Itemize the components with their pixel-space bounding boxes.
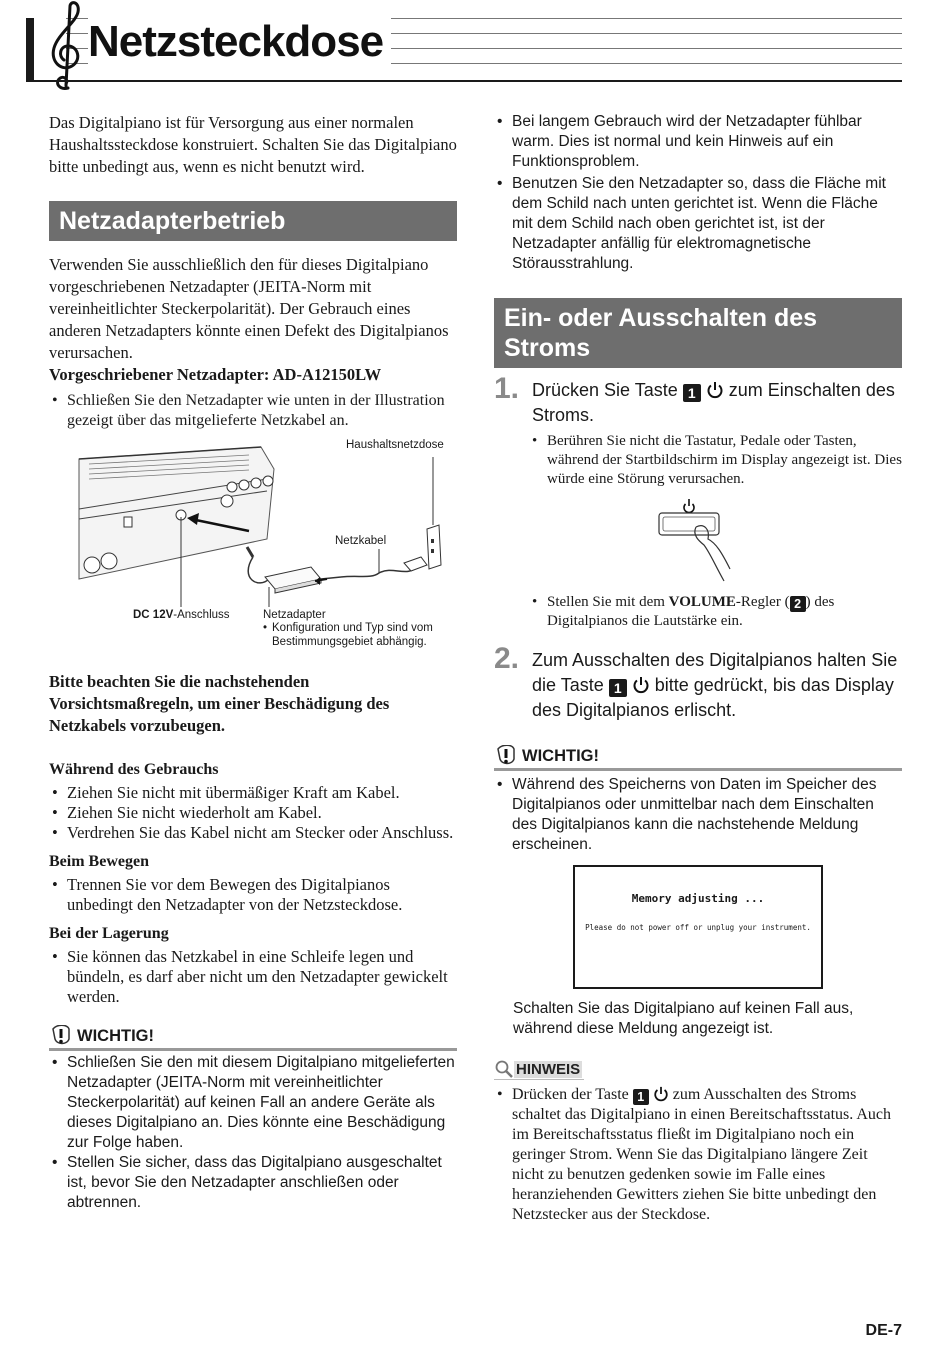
- volume-mid: -Regler (: [735, 594, 790, 610]
- step-number: 1.: [494, 372, 520, 405]
- volume-pre: Stellen Sie mit dem: [547, 594, 665, 610]
- hint-heading: [494, 1059, 584, 1080]
- hint-pre: Drücken der Taste: [512, 1086, 629, 1103]
- page-number: DE-7: [865, 1322, 902, 1339]
- page-title: Netzsteckdose: [88, 14, 391, 70]
- intro-text: Das Digitalpiano ist für Versorgung aus einer normalen Haushaltssteckdose konstruiert. Schalten Sie das Digitalpiano bitte unbedingt aus, wenn es nicht benutzt wird.: [49, 113, 457, 176]
- important-heading: [49, 1025, 457, 1051]
- list-item: • Sie können das Netzkabel in eine Schleife legen und bündeln, es darf aber nicht um den Netzadapter gewickelt werden.: [49, 947, 457, 1007]
- cable-label: Netzkabel: [335, 535, 387, 547]
- dc-jack-suffix: -Anschluss: [173, 609, 230, 621]
- power-icon: [684, 499, 694, 513]
- list-item: • Während des Speicherns von Daten im Speicher des Digitalpianos oder unmittelbar nach dem Einschalten des Digitalpianos kann die nachstehende Meldung erscheinen.: [494, 775, 902, 855]
- important-label: WICHTIG!: [77, 1026, 154, 1045]
- memory-warning-text: Schalten Sie das Digitalpiano auf keinen Fall aus, während diese Meldung angezeigt ist.: [513, 1000, 854, 1037]
- list-item: • Schließen Sie den mit diesem Digitalpiano mitgelieferten Netzadapter (JEITA-Norm mit vereinheitlichter Steckerpolarität) auf keinen Fall an andere Geräte als dieses Digitalpiano an. Dies könnte eine Beschädigung zur Folge haben.: [49, 1053, 457, 1153]
- list-item: [529, 593, 902, 631]
- power-icon: [632, 676, 650, 694]
- adapter-note: [263, 622, 453, 649]
- treble-clef-icon: [40, 0, 90, 92]
- step-text-pre: Drücken Sie Taste: [532, 380, 678, 400]
- step-1-notes: [529, 432, 902, 489]
- caution-intro: Bitte beachten Sie die nachstehenden Vorsichtsmaßregeln, um einer Beschädigung des Netzkabels vorzubeugen.: [49, 672, 390, 735]
- step-2-text: [494, 648, 902, 723]
- power-icon: [653, 1086, 669, 1102]
- subhead-storage: Bei der Lagerung: [49, 925, 169, 942]
- list-item: • Ziehen Sie nicht wiederholt am Kabel.: [49, 803, 457, 823]
- magnifier-icon: [494, 1059, 514, 1079]
- header-rule: [26, 80, 902, 82]
- hint-label: HINWEIS: [516, 1060, 581, 1078]
- step-text-post: zum Einschalten des Stroms.: [532, 380, 895, 425]
- memory-message-display: [573, 865, 823, 989]
- list-item: • Trennen Sie vor dem Bewegen des Digitalpianos unbedingt den Netzadapter von der Netzsteckdose.: [49, 875, 457, 915]
- warning-icon: [494, 745, 518, 767]
- adapter-notes-list: [494, 112, 902, 274]
- connection-illustration: [49, 439, 457, 669]
- adapter-note-text: Konfiguration und Typ sind vom Bestimmungsgebiet abhängig.: [272, 622, 433, 648]
- section-heading-adapter: Netzadapterbetrieb: [49, 201, 457, 241]
- section-heading-power: Ein- oder Ausschalten des Stroms: [494, 298, 902, 368]
- list-item: [494, 1085, 902, 1225]
- important-heading: [494, 745, 902, 771]
- right-column: [494, 112, 902, 1225]
- list-item: • Benutzen Sie den Netzadapter so, dass die Fläche mit dem Schild nach unten gerichtet ist. Wenn die Fläche mit dem Schild nach oben gerichtet ist, ist der Netzadapter anfällig für elektromagnetische Störausstrahlung.: [494, 174, 902, 274]
- step-1: [494, 372, 902, 631]
- list-item: • Verdrehen Sie das Kabel nicht am Stecker oder Anschluss.: [49, 823, 457, 843]
- storage-list: [49, 947, 457, 1007]
- dc-jack-label: [133, 609, 230, 621]
- hint-list: [494, 1085, 902, 1225]
- bullet: •: [263, 622, 268, 634]
- memory-message-title: Memory adjusting ...: [631, 892, 765, 905]
- page-header: [26, 0, 902, 84]
- volume-post: ) des Digitalpianos die Lautstärke ein.: [547, 594, 835, 629]
- power-icon: [706, 381, 724, 399]
- adapter-spec: Vorgeschriebener Netzadapter: AD-A12150LW: [49, 365, 382, 384]
- list-item: • Stellen Sie sicher, dass das Digitalpiano ausgeschaltet ist, bevor Sie den Netzadapter anschließen oder abtrennen.: [49, 1153, 457, 1213]
- important-label: WICHTIG!: [522, 746, 599, 765]
- important-list: [49, 1053, 457, 1213]
- step-1-text: [494, 378, 902, 428]
- left-column: [49, 112, 457, 1213]
- subhead-move: Beim Bewegen: [49, 853, 149, 870]
- step-text-post: bitte gedrückt, bis das Display des Digitalpianos erlischt.: [532, 675, 894, 720]
- list-item: • Schließen Sie den Netzadapter wie unten in der Illustration gezeigt über das mitgelieferte Netzkabel an.: [49, 391, 457, 431]
- connect-list: [49, 391, 457, 431]
- adapter-label: Netzadapter: [263, 609, 326, 621]
- key-1-icon: 1: [683, 384, 701, 402]
- memory-message-detail: Please do not power off or unplug your instrument.: [585, 923, 811, 932]
- dc-jack-voltage: DC 12V: [133, 609, 174, 621]
- key-1-icon: 1: [609, 679, 627, 697]
- outlet-label: Haushaltsnetzdose: [346, 439, 444, 451]
- list-item: • Berühren Sie nicht die Tastatur, Pedale oder Tasten, während der Startbildschirm im Display angezeigt ist. Dies würde eine Störung verursachen.: [529, 432, 902, 489]
- header-bar: [26, 18, 34, 82]
- volume-notes: [529, 593, 902, 631]
- power-button-illustration: [494, 497, 902, 587]
- adapter-paragraph: Verwenden Sie ausschließlich den für dieses Digitalpiano vorgeschriebenen Netzadapter (JEITA-Norm mit vereinheitlichter Steckerpolarität). Der Gebrauch eines anderen Netzadapters könnte einen Defekt des Digitalpianos verursachen.: [49, 255, 449, 362]
- key-1-icon: 1: [633, 1089, 649, 1105]
- warning-icon: [49, 1025, 73, 1047]
- step-number: 2.: [494, 642, 520, 675]
- move-list: [49, 875, 457, 915]
- key-2-icon: 2: [790, 596, 806, 612]
- use-list: [49, 783, 457, 843]
- subhead-use: Während des Gebrauchs: [49, 761, 219, 778]
- list-item: • Ziehen Sie nicht mit übermäßiger Kraft am Kabel.: [49, 783, 457, 803]
- hint-post: zum Ausschalten des Stroms schaltet das Digitalpiano in einen Bereitschaftsstatus. Auch im Bereitschaftsstatus fließt im Digitalpiano noch ein geringer Strom. Wenn Sie das Digitalpiano längere Zeit nicht zu benutzen gedenken sowie im Falle eines heranziehenden Gewitters ziehen Sie bitte unbedingt den Netzstecker aus der Steckdose.: [512, 1086, 892, 1223]
- list-item: • Bei langem Gebrauch wird der Netzadapter fühlbar warm. Dies ist normal und kein Hinweis auf ein Funktionsproblem.: [494, 112, 902, 172]
- volume-label: VOLUME: [668, 594, 736, 610]
- step-text-pre: Zum Ausschalten des Digitalpianos halten Sie die Taste: [532, 650, 898, 695]
- step-2: [494, 642, 902, 723]
- important-list: [494, 775, 902, 855]
